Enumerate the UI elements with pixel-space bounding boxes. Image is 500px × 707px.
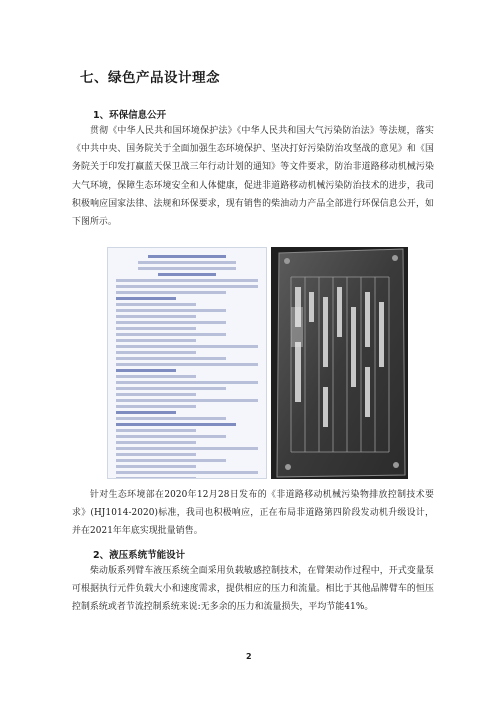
subsection-title-hydraulic: 2、液压系统节能设计 (93, 550, 186, 561)
paragraph-emission-standard: 针对生态环境部在2020年12月28日发布的《非道路移动机械污染物排放控制技术要求》(HJ1014-2020)标准，我司也积极响应，正在布局非道路第四阶段发动机升级设计，并在2021年年底实现批量销售。 (72, 490, 434, 537)
section-title: 七、绿色产品设计理念 (80, 70, 220, 86)
page-number: 2 (246, 652, 252, 661)
subsection-title-environmental-info: 1、环保信息公开 (93, 110, 167, 121)
engine-nameplate-image (271, 247, 408, 479)
paragraph-environmental-info: 贯彻《中华人民共和国环境保护法》《中华人民共和国大气污染防治法》等法规，落实《中共中央、国务院关于全面加强生态环境保护、坚决打好污染防治攻坚战的意见》和《国务院关于印发打赢蓝天保卫战三年行动计划的通知》等文件要求，防治非道路移动机械污染大气环境，保障生态环境安全和人体健康，促进非道路移动机械污染防治技术的进步，我司积极响应国家法律、法规和环保要求，现有销售的柴油动力产品全部进行环保信息公开，如下图所示。 (72, 126, 434, 228)
environmental-info-form-image (107, 247, 267, 479)
paragraph-hydraulic: 柴动版系列臂车液压系统全面采用负载敏感控制技术，在臂架动作过程中，开式变量泵可根据执行元件负载大小和速度需求，提供相应的压力和流量。相比于其他品牌臂车的恒压控制系统或者节流控制系统来说:无多余的压力和流量损失，平均节能41%。 (72, 566, 434, 613)
nameplate-drawing (271, 247, 408, 479)
